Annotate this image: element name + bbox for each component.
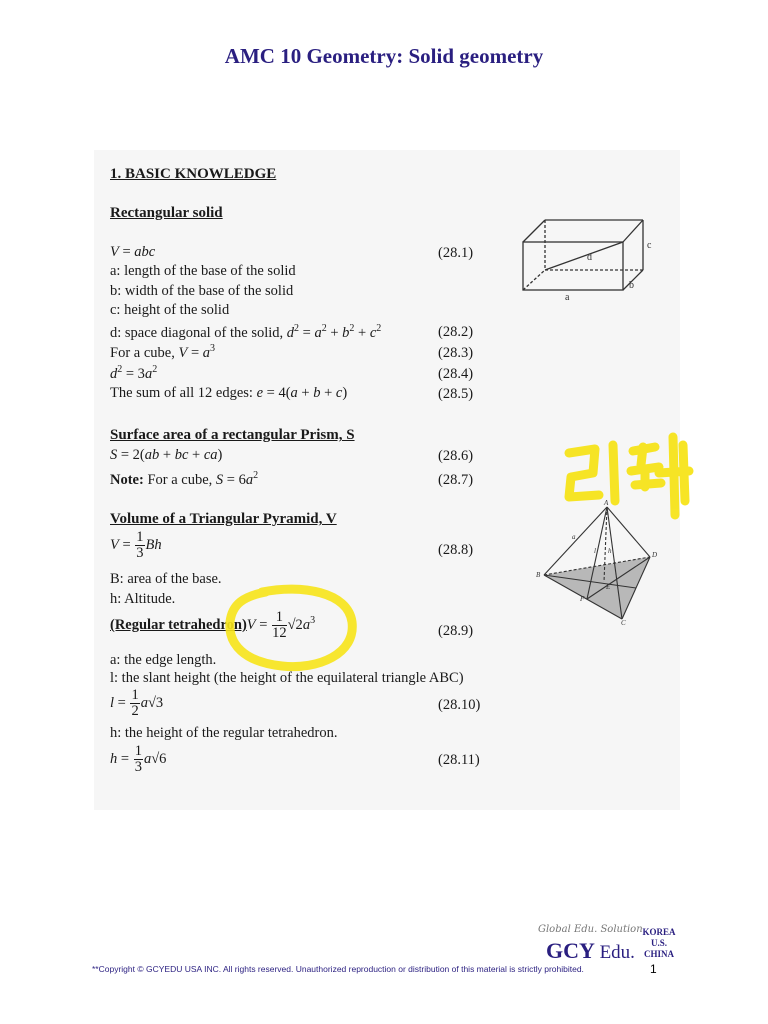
copyright-notice: **Copyright © GCYEDU USA INC. All rights reserved. Unauthorized reproduction or distribution of this material is strictly prohibited.: [92, 964, 584, 974]
def-d-text: d: space diagonal of the solid,: [110, 324, 284, 341]
pyr-label-D: D: [652, 551, 658, 559]
surface-heading: Surface area of a rectangular Prism, S: [110, 427, 355, 443]
eq-28-10: (28.10): [438, 697, 481, 713]
tetra-height: h: the height of the regular tetrahedron.: [110, 725, 338, 741]
pyr-label-C: C: [621, 619, 626, 625]
def-b: b: width of the base of the solid: [110, 283, 294, 299]
page-number: 1: [650, 962, 657, 976]
slant-formula: l = $\frac{1}{2}$ a√3: [110, 687, 164, 719]
eq-28-8: (28.8): [438, 542, 474, 558]
height-formula: h = $\frac{1}{3}$ a√6: [110, 743, 167, 775]
rectangular-solid-figure: [515, 212, 655, 304]
surface-note: Note: For a cube, $S = 6a^2$: [110, 470, 259, 488]
region-china: CHINA: [643, 949, 674, 959]
page-title: AMC 10 Geometry: Solid geometry: [224, 44, 544, 68]
region-list: [640, 927, 678, 960]
eq-28-3: (28.3): [438, 345, 474, 361]
region-us: U.S.: [650, 938, 667, 948]
pyr-label-l: l: [594, 547, 596, 555]
box-label-c: c: [647, 240, 652, 251]
brand-suffix: Edu.: [599, 942, 635, 963]
pyr-label-B: B: [536, 571, 541, 579]
edge-sum-text: The sum of all 12 edges:: [110, 385, 253, 401]
pyr-label-A: A: [604, 499, 609, 507]
tetra-heading: (Regular tetrahedron): [110, 616, 247, 633]
eq-28-6: (28.6): [438, 448, 474, 464]
box-label-d: d: [587, 252, 592, 263]
highlighter-doodle: [555, 425, 715, 525]
box-label-a: a: [565, 292, 570, 303]
eq-28-5: (28.5): [438, 386, 474, 402]
footer-tagline: Global Edu. Solution: [538, 924, 643, 935]
note-label: Note:: [110, 471, 144, 488]
cube-diagonal: $d^2 = 3a^2$: [110, 364, 158, 382]
brand-logo: [546, 938, 635, 964]
eq-28-4: (28.4): [438, 366, 474, 382]
pyr-label-F: F: [580, 595, 585, 603]
note-text: For a cube,: [147, 471, 213, 488]
pyramid-alt: h: Altitude.: [110, 591, 176, 607]
section-heading: 1. BASIC KNOWLEDGE: [110, 166, 277, 182]
pyramid-base: B: area of the base.: [110, 571, 222, 587]
highlighter-circle: [222, 584, 362, 676]
eq-28-2: (28.2): [438, 324, 474, 340]
eq-28-9: (28.9): [438, 623, 474, 639]
surface-formula: S = 2(ab + bc + ca): [110, 447, 223, 463]
region-korea: KOREA: [642, 927, 676, 937]
pyr-label-h: h: [608, 547, 612, 555]
edge-sum: The sum of all 12 edges: e = 4(a + b + c): [110, 385, 348, 401]
eq-28-1: (28.1): [438, 245, 474, 261]
box-label-b: b: [629, 280, 634, 291]
rect-solid-heading: Rectangular solid: [110, 205, 223, 221]
brand-name: GCY: [546, 938, 595, 963]
pyr-label-E: E: [606, 583, 611, 591]
pyramid-heading: Volume of a Triangular Pyramid, V: [110, 511, 337, 527]
tetra-slant: l: the slant height (the height of the equilateral triangle ABC): [110, 670, 464, 686]
tetra-edge: a: the edge length.: [110, 652, 217, 668]
def-a: a: length of the base of the solid: [110, 263, 296, 279]
cube-text: For a cube,: [110, 344, 175, 361]
def-c: c: height of the solid: [110, 302, 230, 318]
cube-volume: For a cube, $V = a^3$: [110, 343, 215, 361]
tetra-formula: (Regular tetrahedron)V = $\frac{1}{12}$ $√2a^3$: [110, 609, 316, 641]
eq-28-7: (28.7): [438, 472, 474, 488]
pyr-label-a: a: [572, 533, 576, 541]
formula-volume: V = abc: [110, 244, 156, 260]
eq-28-11: (28.11): [438, 752, 480, 768]
def-d: d: space diagonal of the solid, $d^2 = a^2 + b^2 + c^2$: [110, 323, 382, 341]
pyramid-formula: V = $\frac{1}{3}$ Bh: [110, 529, 162, 561]
